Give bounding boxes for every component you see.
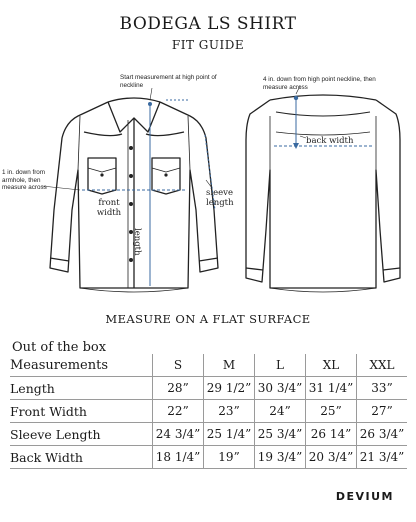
table-row [10,400,407,423]
measure-heading: MEASURE ON A FLAT SURFACE [105,312,311,326]
page-subtitle: FIT GUIDE [171,38,245,52]
row-label-length: Length [10,377,153,400]
size-xl: XL [306,354,357,377]
cell: 26 14” [306,423,357,446]
table-heading-line2: Measurements [10,354,153,377]
size-xxl: XXL [357,354,408,377]
front-dot-marker [148,102,152,106]
shirt-front-icon [50,98,218,292]
cell: 22” [153,400,204,423]
brand-logo: DEVIUM [335,490,394,503]
cell: 25 1/4” [204,423,255,446]
page-title: BODEGA LS SHIRT [119,14,297,34]
back-pointers [296,86,306,138]
table-row [10,377,407,400]
row-label-sleeve-length: Sleeve Length [10,423,153,446]
front-pointers [42,88,212,190]
cell: 31 1/4” [306,377,357,400]
cell: 25 3/4” [255,423,306,446]
table-heading-line1: Out of the box [12,340,107,355]
cell: 28” [153,377,204,400]
cell: 24 3/4” [153,423,204,446]
row-label-front-width: Front Width [10,400,153,423]
size-m: M [204,354,255,377]
cell: 30 3/4” [255,377,306,400]
front-width-label: front width [96,198,122,218]
table-row [10,423,407,446]
back-width-label: back width [306,136,354,146]
cell: 19 3/4” [255,446,306,469]
cell: 26 3/4” [357,423,408,446]
back-dot-marker [294,96,298,100]
cell: 19” [204,446,255,469]
cell: 18 1/4” [153,446,204,469]
sleeve-length-label: sleeve length [206,188,234,208]
size-l: L [255,354,306,377]
cell: 33” [357,377,408,400]
cell: 29 1/2” [204,377,255,400]
size-header-row [10,354,407,377]
fit-diagram [0,60,416,300]
size-table [10,354,407,469]
table-row [10,446,407,469]
start-measure-note: Start measurement at high point of neckline [120,74,217,89]
row-label-back-width: Back Width [10,446,153,469]
cell: 24” [255,400,306,423]
cell: 20 3/4” [306,446,357,469]
length-label: length [132,228,142,256]
below-armhole-note: 1 in. down from armhole, then measure across [2,169,47,191]
cell: 23” [204,400,255,423]
cell: 27” [357,400,408,423]
front-measure-lines [82,100,215,286]
size-s: S [153,354,204,377]
cell: 21 3/4” [357,446,408,469]
shirt-back-icon [246,95,400,292]
cell: 25” [306,400,357,423]
high-point-note: 4 in. down from high point neckline, then measure across [263,76,376,91]
